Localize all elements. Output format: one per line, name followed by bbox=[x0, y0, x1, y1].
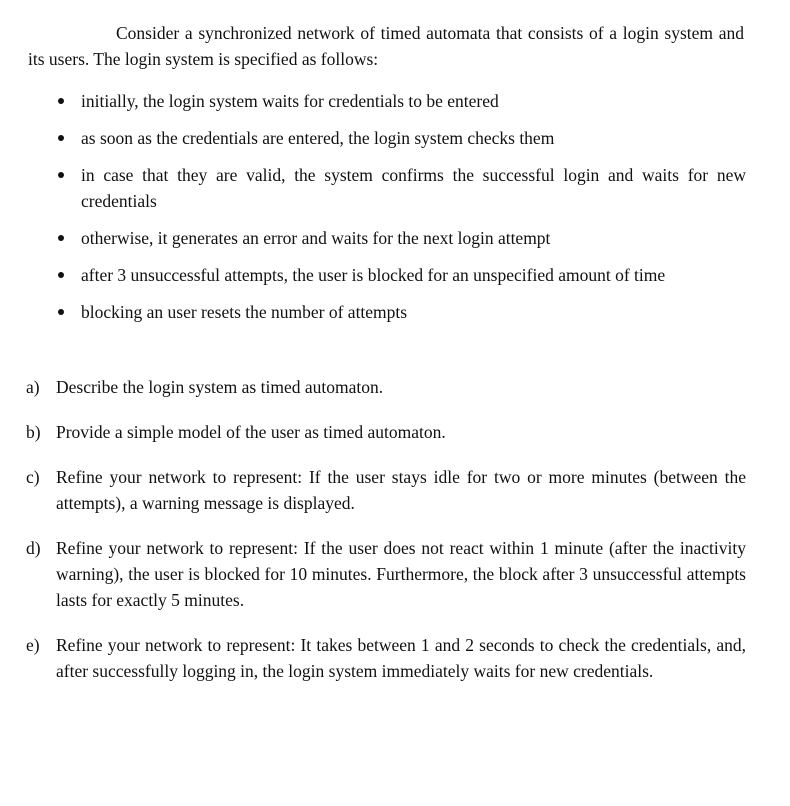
list-item-text: in case that they are valid, the system confirms the successful login and waits for new credentials bbox=[81, 165, 746, 211]
list-item-text: otherwise, it generates an error and waits for the next login attempt bbox=[81, 228, 551, 248]
task-item bbox=[26, 535, 746, 613]
bullet-icon bbox=[58, 235, 64, 241]
task-label: c) bbox=[26, 467, 40, 487]
list-item bbox=[58, 262, 746, 288]
list-item bbox=[58, 299, 746, 325]
intro-paragraph: Consider a synchronized network of timed automata that consists of a login system and its users. The login system is specified as follows: bbox=[28, 23, 744, 69]
task-label: d) bbox=[26, 538, 41, 558]
bullet-icon bbox=[58, 98, 64, 104]
task-label: b) bbox=[26, 422, 41, 442]
list-item bbox=[58, 225, 746, 251]
bullet-icon bbox=[58, 309, 64, 315]
list-item-text: after 3 unsuccessful attempts, the user is blocked for an unspecified amount of time bbox=[81, 265, 666, 285]
task-label: e) bbox=[26, 635, 40, 655]
task-item bbox=[26, 374, 746, 400]
task-text: Refine your network to represent: If the user does not react within 1 minute (after the inactivity warning), the user is blocked for 10 minutes. Furthermore, the block after 3 unsuccessful attempts lasts for exactly 5 minutes. bbox=[56, 538, 746, 610]
bullet-icon bbox=[58, 272, 64, 278]
task-text: Describe the login system as timed automaton. bbox=[56, 377, 384, 397]
bullet-icon bbox=[58, 172, 64, 178]
list-item-text: initially, the login system waits for credentials to be entered bbox=[81, 91, 499, 111]
list-item bbox=[58, 162, 746, 214]
task-item bbox=[26, 419, 746, 445]
list-item-text: as soon as the credentials are entered, the login system checks them bbox=[81, 128, 555, 148]
task-item bbox=[26, 632, 746, 684]
task-item bbox=[26, 464, 746, 516]
task-list bbox=[26, 374, 746, 703]
list-item bbox=[58, 88, 746, 114]
task-label: a) bbox=[26, 377, 40, 397]
bullet-icon bbox=[58, 135, 64, 141]
task-text: Provide a simple model of the user as timed automaton. bbox=[56, 422, 446, 442]
task-text: Refine your network to represent: If the user stays idle for two or more minutes (between the attempts), a warning message is displayed. bbox=[56, 467, 746, 513]
task-text: Refine your network to represent: It takes between 1 and 2 seconds to check the credentials, and, after successfully logging in, the login system immediately waits for new credentials. bbox=[56, 635, 746, 681]
list-item-text: blocking an user resets the number of attempts bbox=[81, 302, 408, 322]
list-item bbox=[58, 125, 746, 151]
specification-list bbox=[58, 88, 746, 336]
